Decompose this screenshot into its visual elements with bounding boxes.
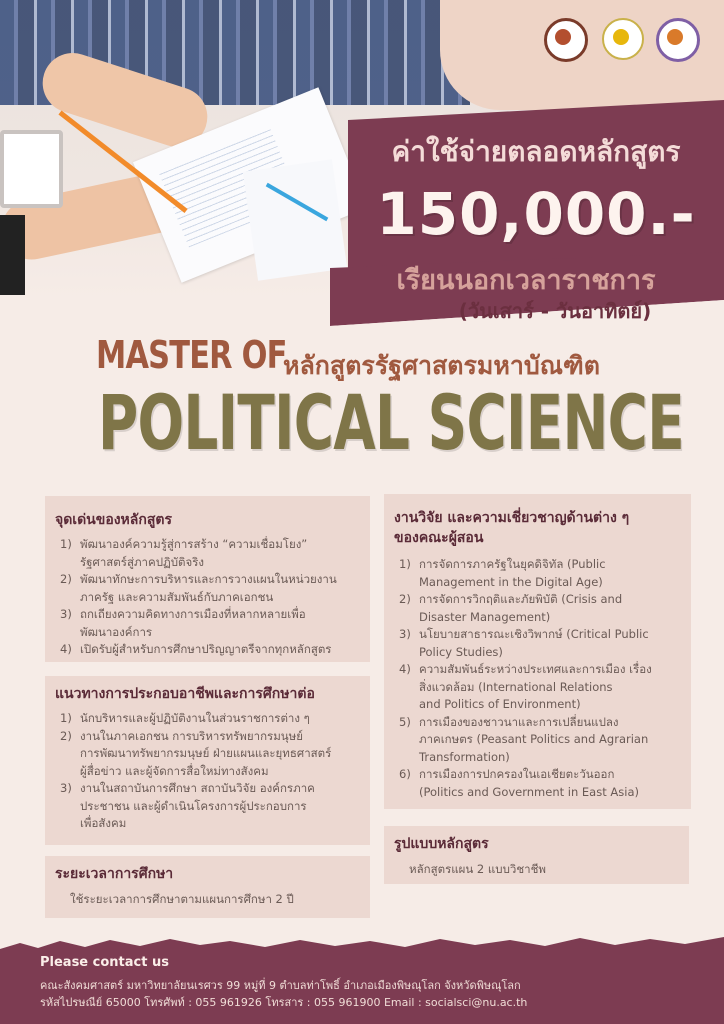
cost-title: ค่าใช้จ่ายตลอดหลักสูตร	[391, 135, 681, 168]
list-item: 3) นโยบายสาธารณะเชิงวิพากษ์ (Critical Public Policy Studies)	[399, 627, 649, 659]
list-item: 1) นักบริหารและผู้ปฏิบัติงานในส่วนราชการต่าง ๆ	[60, 711, 310, 725]
cost-price: 150,000.-	[376, 180, 696, 248]
list-item: 3) ถกเถียงความคิดทางการเมืองที่หลากหลายเพื่อ พัฒนาองค์การ	[60, 607, 306, 639]
university-seal-logo	[544, 18, 588, 62]
highlights-box	[45, 496, 370, 662]
duration-heading: ระยะเวลาการศึกษา	[55, 866, 174, 882]
research-list	[394, 556, 686, 801]
list-item: 1) การจัดการภาครัฐในยุคดิจิทัล (Public Management in the Digital Age)	[399, 557, 606, 589]
list-item: 6) การเมืองการปกครองในเอเชียตะวันออก (Politics and Government in East Asia)	[399, 767, 639, 799]
contact-heading: Please contact us	[40, 955, 169, 970]
careers-box	[45, 676, 370, 845]
list-item: 4) ความสัมพันธ์ระหว่างประเทศและการเมือง เรื่อง สิ่งแวดล้อม (International Relations and Politics of Environment)	[399, 662, 652, 711]
study-days: (วันเสาร์ - วันอาทิตย์)	[458, 299, 652, 323]
format-box	[384, 826, 689, 884]
faculty-logo	[602, 18, 644, 60]
study-time: เรียนนอกเวลาราชการ	[396, 265, 656, 296]
duration-box	[45, 856, 370, 918]
political-science-heading: POLITICAL SCIENCE	[98, 378, 684, 467]
master-of-heading: MASTER OF	[96, 333, 287, 377]
format-text: หลักสูตรแผน 2 แบบวิชาชีพ	[409, 862, 547, 876]
careers-heading: แนวทางการประกอบอาชีพและการศึกษาต่อ	[55, 686, 315, 702]
contact-details-line: รหัสไปรษณีย์ 65000 โทรศัพท์ : 055 961926 โทรสาร : 055 961900 Email : socialsci@nu.ac.th	[40, 996, 528, 1009]
institute-seal-logo	[656, 18, 700, 62]
list-item: 5) การเมืองของชาวนาและการเปลี่ยนแปลง ภาคเกษตร (Peasant Politics and Agrarian Transformation)	[399, 714, 649, 764]
list-item: 4) เปิดรับผู้สำหรับการศึกษาปริญญาตรีจากทุกหลักสูตร	[60, 642, 332, 656]
format-heading: รูปแบบหลักสูตร	[394, 836, 489, 852]
list-item: 2) งานในภาคเอกชน การบริหารทรัพยากรมนุษย์ การพัฒนาทรัพยากรมนุษย์ ฝ่ายแผนและยุทธศาสตร์ ผู้สื่อข่าว และผู้จัดการสื่อใหม่ทางสังคม	[60, 728, 332, 778]
address-line: คณะสังคมศาสตร์ มหาวิทยาลัยนเรศวร 99 หมู่ที่ 9 ตำบลท่าโพธิ์ อำเภอเมืองพิษณุโลก จังหวัดพิษณุโลก	[40, 979, 521, 992]
list-item: 2) พัฒนาทักษะการบริหารและการวางแผนในหน่วยงาน ภาครัฐ และความสัมพันธ์กับภาคเอกชน	[60, 572, 337, 604]
highlights-heading: จุดเด่นของหลักสูตร	[55, 512, 172, 528]
research-heading: งานวิจัย และความเชี่ยวชาญด้านต่าง ๆ ของคณะผู้สอน	[394, 510, 630, 546]
duration-text: ใช้ระยะเวลาการศึกษาตามแผนการศึกษา 2 ปี	[70, 892, 294, 906]
list-item: 2) การจัดการวิกฤติและภัยพิบัติ (Crisis and Disaster Management)	[399, 592, 623, 624]
research-box	[384, 494, 691, 809]
list-item: 1) พัฒนาองค์ความรู้สู่การสร้าง “ความเชื่อมโยง” รัฐศาสตร์สู่ภาคปฏิบัติจริง	[60, 537, 308, 569]
careers-list	[55, 710, 365, 833]
highlights-list	[55, 536, 365, 659]
list-item: 3) งานในสถาบันการศึกษา สถาบันวิจัย องค์กรภาค ประชาชน และผู้ดำเนินโครงการผู้ประกอบการ เพื่อสังคม	[60, 781, 315, 830]
program-thai-name: หลักสูตรรัฐศาสตรมหาบัณฑิต	[283, 351, 600, 380]
